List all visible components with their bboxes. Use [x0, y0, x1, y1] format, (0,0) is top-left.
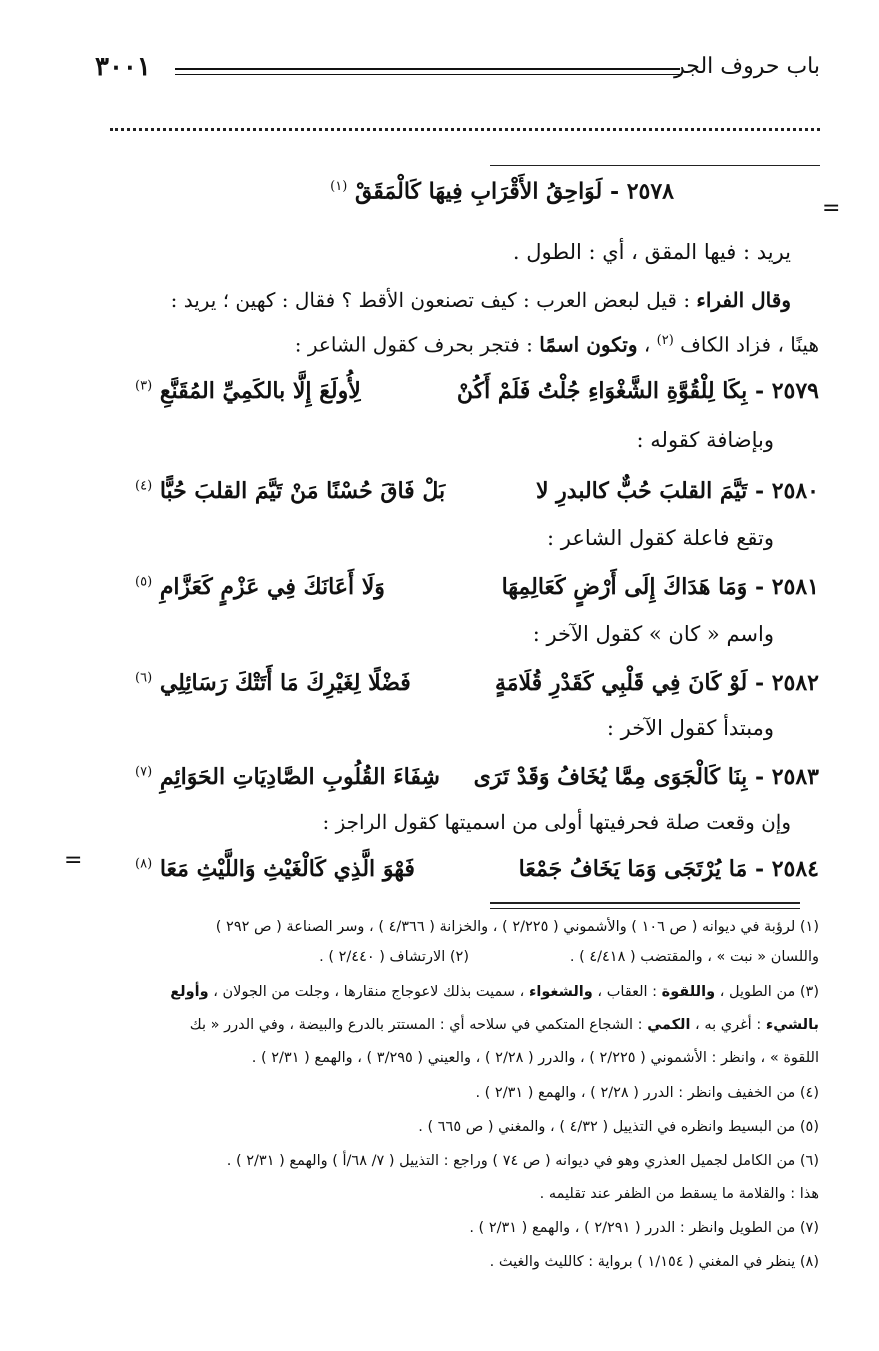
footnote-4: (٤) من الخفيف وانظر : الدرر ( ٢/٢٨ ) ، والهمع ( ٢/٣١ ) . [475, 1085, 819, 1101]
footnote-2: (٢) الارتشاف ( ٢/٤٤٠ ) . [319, 949, 469, 965]
footnote-1-cont: واللسان « نبت » ، والمقتضب ( ٤/٤١٨ ) . [569, 949, 819, 965]
footnote-6-cont: هذا : والقلامة ما يسقط من الظفر عند تقليمه . [539, 1186, 819, 1202]
margin-mark-top: = [822, 196, 841, 221]
verse-hemistich: بِكَا لِلْقُوَّةِ الشَّغْوَاءِ جُلْتُ فَلَمْ أَكُنْ [456, 378, 748, 404]
footnote-text: : العقاب ، [592, 984, 662, 1000]
footnote-ref: (٧) [135, 764, 153, 780]
verse-hemistich: شِفَاءَ القُلُوبِ الصَّادِيَاتِ الحَوَائِمِ [159, 764, 440, 790]
verse-2579-second [135, 378, 361, 404]
dotted-divider [110, 128, 820, 131]
header-rule [175, 68, 680, 75]
verse-hemistich: لِأُولَعَ إِلَّا بالكَمِيِّ المُقَنَّعِ [159, 378, 361, 404]
verse-number: ٢٥٨٣ - [754, 764, 819, 790]
footnote-text: : أغري به ، [690, 1017, 766, 1033]
verse-2584-first [519, 856, 819, 882]
verse-number: ٢٥٨٤ - [754, 856, 819, 882]
footnote-ref: (٨) [135, 856, 153, 872]
bold-term: وقال الفراء [696, 288, 791, 312]
prose-text: : فتجر بحرف كقول الشاعر : [294, 332, 540, 357]
prose-line: ومبتدأ كقول الآخر : [606, 716, 774, 740]
footnote-ref: (١) [330, 179, 348, 194]
prose-line: وتقع فاعلة كقول الشاعر : [547, 526, 774, 550]
footnote-ref: (٢) [656, 333, 674, 348]
prose-line: يريد : فيها المقق ، أي : الطول . [512, 240, 791, 264]
verse-2581-first [502, 574, 819, 600]
section-title: باب حروف الجر [674, 54, 820, 79]
footnote-ref: (٥) [135, 574, 153, 590]
footnote-3-cont: اللقوة » ، وانظر : الأشموني ( ٢/٢٢٥ ) ، والدرر ( ٢/٢٨ ) ، والعيني ( ٣/٢٩٥ ) ، والهمع ( ٢/٣١ ) . [251, 1050, 819, 1066]
footnote-ref: (٣) [135, 378, 153, 394]
bold-term: وأولع [170, 984, 209, 1000]
verse-2583-second [135, 764, 440, 790]
footnote-divider [490, 902, 800, 909]
verse-hemistich: وَلَا أَعَانَكَ فِي عَزْمٍ كَعَزَّامِ [159, 574, 385, 600]
prose-line: وبإضافة كقوله : [636, 428, 774, 452]
verse-number: ٢٥٨٠ - [754, 478, 819, 504]
bold-term: واللقوة [661, 984, 716, 1000]
footnote-7: (٧) من الطويل وانظر : الدرر ( ٢/٢٩١ ) ، والهمع ( ٢/٣١ ) . [469, 1220, 819, 1236]
footnote-ref: (٦) [135, 670, 153, 686]
thin-divider [490, 165, 820, 166]
prose-line: وإن وقعت صلة فحرفيتها أولى من اسميتها كقول الراجز : [322, 810, 791, 834]
prose-line: واسم « كان » كقول الآخر : [532, 622, 774, 646]
bold-term: الكمي [647, 1017, 691, 1033]
verse-2581-second [135, 574, 385, 600]
footnote-6: (٦) من الكامل لجميل العذري وهو في ديوانه ( ص ٧٤ ) وراجع : التذييل ( ٧/ ٦٨/أ ) والهمع ( ٢/٣١ ) . [226, 1153, 819, 1169]
page-number: ٣٠٠١ [95, 52, 151, 82]
footnote-text: : الشجاع المتكمي في سلاحه أي : المستتر بالدرع والبيضة ، وفي الدرر « بك [189, 1017, 648, 1033]
prose-text: ، [637, 332, 657, 357]
verse-hemistich: فَضْلًا لِغَيْرِكَ مَا أَتَتْكَ رَسَائِلِي [159, 670, 411, 696]
verse-number: ٢٥٨١ - [754, 574, 819, 600]
verse-hemistich: بِنَا كَالْجَوَى مِمَّا يُخَافُ وَقَدْ تَرَى [473, 764, 748, 790]
verse-2582-first [495, 670, 819, 696]
prose-text: هينًا ، فزاد الكاف [673, 332, 819, 357]
verse-number: ٢٥٧٩ - [754, 378, 819, 404]
verse-2580-second [135, 478, 445, 504]
verse-hemistich: وَمَا هَدَاكَ إِلَى أَرْضٍ كَعَالِمِهَا [501, 574, 748, 600]
verse-2583-first [474, 764, 819, 790]
verse-2578 [330, 178, 674, 205]
verse-2579-first [457, 378, 819, 404]
verse-number: ٢٥٨٢ - [754, 670, 819, 696]
verse-hemistich: لَوْ كَانَ فِي قَلْبِي كَقَدْرِ قُلَامَةٍ [494, 670, 748, 696]
verse-hemistich: تَيَّمَ القلبَ حُبٌّ كالبدرِ لا [535, 478, 748, 504]
footnote-1: (١) لرؤبة في ديوانه ( ص ١٠٦ ) والأشموني ( ٢/٢٢٥ ) ، والخزانة ( ٤/٣٦٦ ) ، وسر الصناعة ( ص ٢٩٢ ) [215, 919, 819, 935]
verse-2580-first [536, 478, 819, 504]
footnote-ref: (٤) [135, 478, 153, 494]
prose-line [295, 334, 819, 355]
page-header [95, 52, 820, 92]
bold-term: بالشيء [765, 1017, 819, 1033]
verse-number: ٢٥٧٨ - [609, 178, 674, 205]
prose-text: : قيل لبعض العرب : كيف تصنعون الأقط ؟ فقال : كهين ؛ يريد : [170, 288, 697, 312]
verse-2582-second [135, 670, 411, 696]
verse-2584-second [135, 856, 415, 882]
footnote-8: (٨) ينظر في المغني ( ١/١٥٤ ) برواية : كالليث والغيث . [489, 1254, 819, 1270]
footnote-3-cont [190, 1018, 819, 1033]
margin-mark-bottom: = [64, 848, 83, 873]
bold-term: والشغواء [528, 984, 593, 1000]
bold-term: وتكون اسمًا [539, 332, 638, 357]
prose-line [171, 290, 791, 310]
footnote-text: (٣) من الطويل ، [715, 984, 819, 1000]
verse-hemistich: مَا يُرْتَجَى وَمَا يَخَافُ جَمْعَا [518, 856, 748, 882]
footnote-5: (٥) من البسيط وانظره في التذييل ( ٤/٣٢ ) ، والمغني ( ص ٦٦٥ ) . [418, 1119, 819, 1135]
footnote-3 [170, 985, 819, 1000]
verse-hemistich: فَهْوَ الَّذِي كَالْغَيْثِ وَاللَّيْثِ مَعَا [159, 856, 415, 882]
footnote-text: ، سميت بذلك لاعوجاج منقارها ، وجلت من الجولان ، [208, 984, 529, 1000]
verse-text: لَوَاحِقُ الأَقْرَابِ فِيهَا كَالْمَقَقْ [354, 178, 603, 205]
verse-hemistich: بَلْ فَاقَ حُسْنًا مَنْ تَيَّمَ القلبَ حُبًّا [159, 478, 446, 504]
